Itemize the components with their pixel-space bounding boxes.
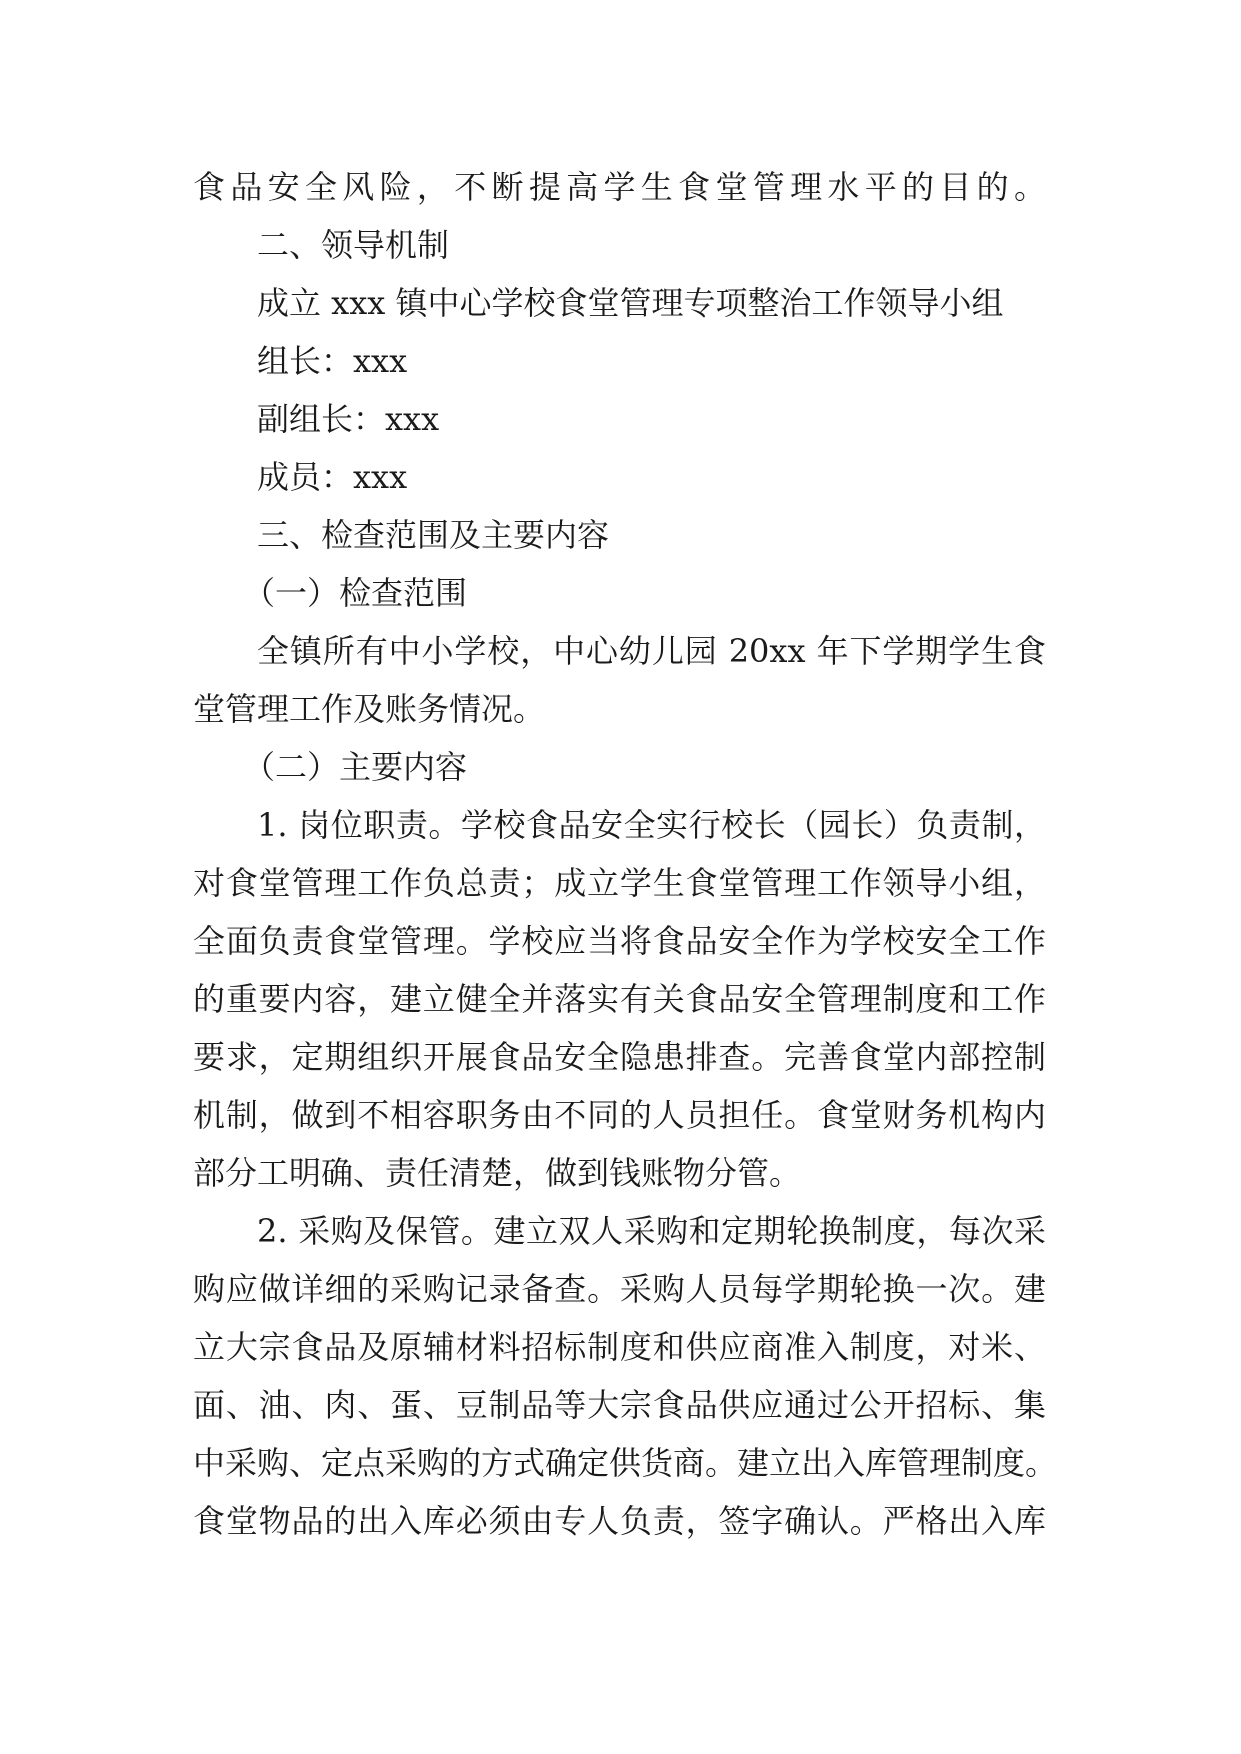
paragraph-line: 中采购、定点采购的方式确定供货商。建立出入库管理制度。 [193, 1444, 1058, 1482]
subsection-heading: （二）主要内容 [243, 748, 468, 786]
paragraph-line: 立大宗食品及原辅材料招标制度和供应商准入制度，对米、 [193, 1328, 1046, 1366]
paragraph-line: 部分工明确、责任清楚，做到钱账物分管。 [193, 1154, 802, 1192]
group-leader-line: 组长：xxx [257, 342, 408, 380]
paragraph-line: 食堂物品的出入库必须由专人负责，签字确认。严格出入库 [193, 1502, 1046, 1540]
section-heading: 二、领导机制 [257, 226, 450, 264]
paragraph-line: 要求，定期组织开展食品安全隐患排查。完善食堂内部控制 [193, 1038, 1046, 1076]
paragraph-line: 面、油、肉、蛋、豆制品等大宗食品供应通过公开招标、集 [193, 1386, 1046, 1424]
paragraph-line: 1. 岗位职责。学校食品安全实行校长（园长）负责制， [257, 806, 1046, 844]
members-line: 成员：xxx [257, 458, 408, 496]
document-body [193, 158, 1058, 1550]
paragraph-line: 的重要内容，建立健全并落实有关食品安全管理制度和工作 [193, 980, 1046, 1018]
paragraph-line: 2. 采购及保管。建立双人采购和定期轮换制度，每次采 [257, 1212, 1046, 1250]
paragraph-line: 全面负责食堂管理。学校应当将食品安全作为学校安全工作 [193, 922, 1046, 960]
paragraph-line: 购应做详细的采购记录备查。采购人员每学期轮换一次。建 [193, 1270, 1046, 1308]
paragraph-line: 食品安全风险，不断提高学生食堂管理水平的目的。 [193, 168, 1046, 206]
paragraph-line: 成立 xxx 镇中心学校食堂管理专项整治工作领导小组 [257, 284, 1004, 322]
paragraph-line: 对食堂管理工作负总责；成立学生食堂管理工作领导小组， [193, 864, 1046, 902]
deputy-leader-line: 副组长：xxx [257, 400, 440, 438]
subsection-heading: （一）检查范围 [243, 574, 468, 612]
paragraph-line: 堂管理工作及账务情况。 [193, 690, 546, 728]
section-heading: 三、检查范围及主要内容 [257, 516, 610, 554]
paragraph-line: 全镇所有中小学校，中心幼儿园 20xx 年下学期学生食 [257, 632, 1046, 670]
paragraph-line: 机制，做到不相容职务由不同的人员担任。食堂财务机构内 [193, 1096, 1046, 1134]
